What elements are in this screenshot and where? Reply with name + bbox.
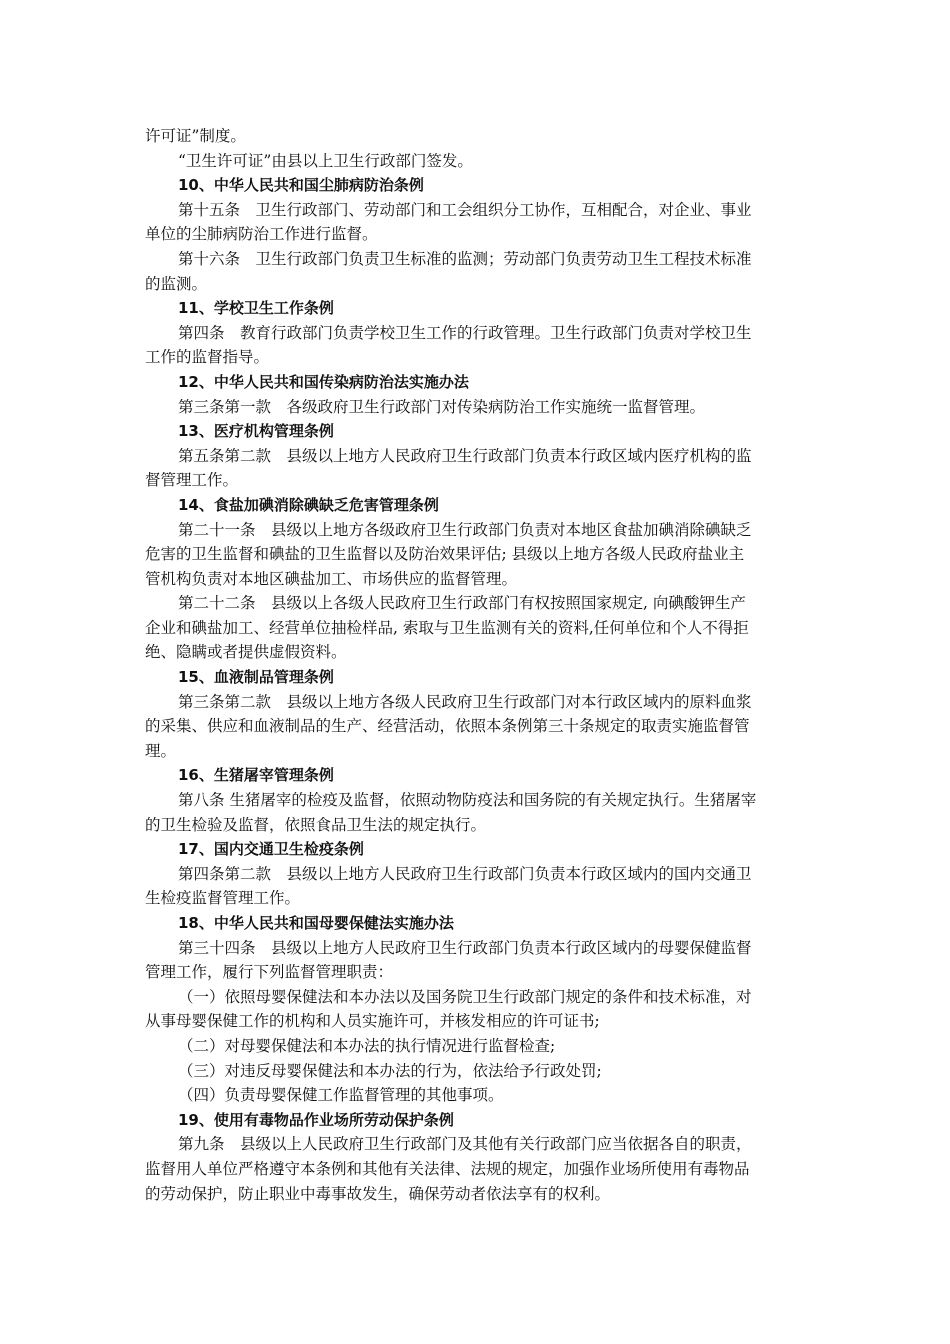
paragraph-line: 单位的尘肺病防治工作进行监督。	[145, 225, 378, 244]
paragraph-line: 第八条 生猪屠宰的检疫及监督，依照动物防疫法和国务院的有关规定执行。生猪屠宰	[178, 791, 757, 810]
paragraph-line: 许可证”制度。	[145, 127, 246, 145]
paragraph-line: 第四条 教育行政部门负责学校卫生工作的行政管理。卫生行政部门负责对学校卫生	[178, 323, 752, 342]
paragraph-line: 生检疫监督管理工作。	[145, 889, 301, 908]
paragraph-line: 管理工作，履行下列监督管理职责：	[145, 963, 394, 982]
section-heading: 10、中华人民共和国尘肺病防治条例	[178, 176, 424, 195]
paragraph-line: 的监测。	[145, 274, 208, 293]
paragraph-line: 第十六条 卫生行政部门负责卫生标准的监测；劳动部门负责劳动卫生工程技术标准	[178, 249, 752, 268]
paragraph-line: 第四条第二款 县级以上地方人民政府卫生行政部门负责本行政区域内的国内交通卫	[178, 864, 752, 883]
paragraph-line: 的劳动保护，防止职业中毒事故发生，确保劳动者依法享有的权利。	[145, 1184, 611, 1203]
paragraph-line: 第二十一条 县级以上地方各级政府卫生行政部门负责对本地区食盐加碘消除碘缺乏	[178, 520, 752, 539]
paragraph-line: 理。	[145, 741, 177, 760]
section-heading: 17、国内交通卫生检疫条例	[178, 840, 364, 859]
paragraph-line: （一）依照母婴保健法和本办法以及国务院卫生行政部门规定的条件和技术标准，对	[178, 987, 752, 1006]
paragraph-line: 企业和碘盐加工、经营单位抽检样品, 索取与卫生监测有关的资料,任何单位和个人不得拒	[145, 618, 749, 637]
paragraph-line: （二）对母婴保健法和本办法的执行情况进行监督检查;	[178, 1036, 556, 1055]
paragraph-line: （四）负责母婴保健工作监督管理的其他事项。	[178, 1086, 504, 1105]
paragraph-line: 绝、隐瞒或者提供虚假资料。	[145, 643, 347, 662]
paragraph-line: 监督用人单位严格遵守本条例和其他有关法律、法规的规定，加强作业场所使用有毒物品	[145, 1159, 750, 1178]
section-heading: 12、中华人民共和国传染病防治法实施办法	[178, 372, 469, 391]
section-heading: 18、中华人民共和国母婴保健法实施办法	[178, 914, 454, 932]
paragraph-line: 第三条第二款 县级以上地方各级人民政府卫生行政部门对本行政区域内的原料血浆	[178, 692, 752, 711]
paragraph-line: “卫生许可证”由县以上卫生行政部门签发。	[178, 151, 473, 170]
paragraph-line: 第五条第二款 县级以上地方人民政府卫生行政部门负责本行政区域内医疗机构的监	[178, 446, 752, 465]
paragraph-line: 第三条第一款 各级政府卫生行政部门对传染病防治工作实施统一监督管理。	[178, 397, 706, 416]
paragraph-line: 工作的监督指导。	[145, 348, 270, 367]
paragraph-line: （三）对违反母婴保健法和本办法的行为，依法给予行政处罚;	[178, 1061, 602, 1080]
paragraph-line: 危害的卫生监督和碘盐的卫生监督以及防治效果评估; 县级以上地方各级人民政府盐业主	[145, 545, 745, 564]
paragraph-line: 第二十二条 县级以上各级人民政府卫生行政部门有权按照国家规定, 向碘酸钾生产	[178, 594, 746, 613]
paragraph-line: 第十五条 卫生行政部门、劳动部门和工会组织分工协作，互相配合，对企业、事业	[178, 200, 752, 219]
paragraph-line: 第九条 县级以上人民政府卫生行政部门及其他有关行政部门应当依据各自的职责，	[178, 1135, 752, 1154]
paragraph-line: 管机构负责对本地区碘盐加工、市场供应的监督管理。	[145, 569, 518, 588]
paragraph-line: 第三十四条 县级以上地方人民政府卫生行政部门负责本行政区域内的母婴保健监督	[178, 938, 752, 957]
section-heading: 16、生猪屠宰管理条例	[178, 766, 334, 785]
paragraph-line: 督管理工作。	[145, 471, 239, 490]
paragraph-line: 的采集、供应和血液制品的生产、经营活动，依照本条例第三十条规定的取责实施监督管	[145, 717, 750, 736]
section-heading: 14、食盐加碘消除碘缺乏危害管理条例	[178, 495, 439, 514]
section-heading: 11、学校卫生工作条例	[178, 299, 334, 318]
paragraph-line: 从事母婴保健工作的机构和人员实施许可，并核发相应的许可证书;	[145, 1012, 600, 1031]
document-body	[145, 124, 810, 1206]
section-heading: 19、使用有毒物品作业场所劳动保护条例	[178, 1110, 454, 1129]
section-heading: 15、血液制品管理条例	[178, 668, 334, 687]
paragraph-line: 的卫生检验及监督，依照食品卫生法的规定执行。	[145, 815, 487, 834]
section-heading: 13、医疗机构管理条例	[178, 422, 334, 441]
